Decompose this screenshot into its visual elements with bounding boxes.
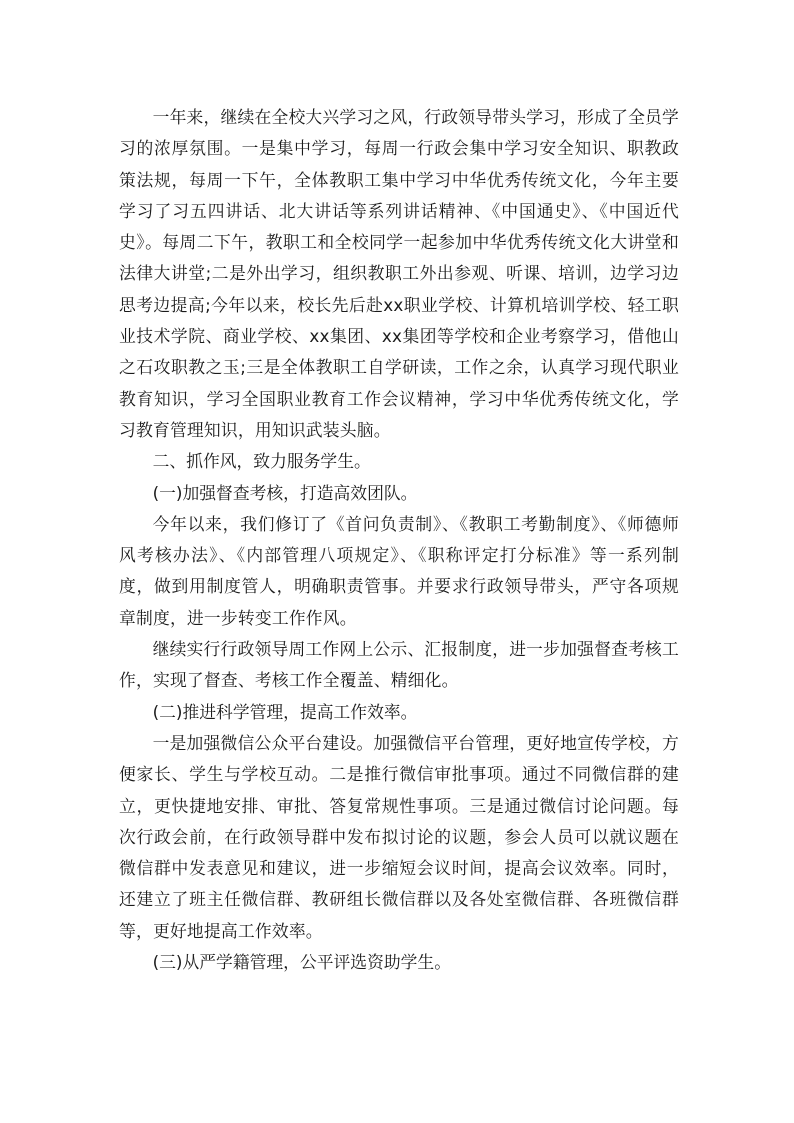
paragraph-learning: 一年来，继续在全校大兴学习之风，行政领导带头学习，形成了全员学习的浓厚氛围。一是集中学习，每周一行政会集中学习安全知识、职教政策法规，每周一下午，全体教职工集中学习中华优秀传统文化，今年主要学习了习五四讲话、北大讲话等系列讲话精神、《中国通史》、《中国近代史》。每周二下午，教职工和全校同学一起参加中华优秀传统文化大讲堂和法律大讲堂;二是外出学习，组织教职工外出参观、听课、培训，边学习边思考边提高;今年以来，校长先后赴xx职业学校、计算机培训学校、轻工职业技术学院、商业学校、xx集团、xx集团等学校和企业考察学习，借他山之石攻职教之玉;三是全体教职工自学研读，工作之余，认真学习现代职业教育知识，学习全国职业教育工作会议精神，学习中华优秀传统文化，学习教育管理知识，用知识武装头脑。 <box>119 107 680 440</box>
document-body <box>119 102 679 978</box>
paragraph-wechat: 一是加强微信公众平台建设。加强微信平台管理，更好地宣传学校，方便家长、学生与学校互动。二是推行微信审批事项。通过不同微信群的建立，更快捷地安排、审批、答复常规性事项。三是通过微信讨论问题。每次行政会前，在行政领导群中发布拟讨论的议题，参会人员可以就议题在微信群中发表意见和建议，进一步缩短会议时间，提高会议效率。同时，还建立了班主任微信群、教研组长微信群以及各处室微信群、各班微信群等，更好地提高工作效率。 <box>119 732 680 941</box>
subsection-heading-management: (二)推进科学管理，提高工作效率。 <box>152 701 418 722</box>
paragraph-regulations: 今年以来，我们修订了《首问负责制》、《教职工考勤制度》、《师德师风考核办法》、《内部管理八项规定》、《职称评定打分标准》等一系列制度，做到用制度管人，明确职责管事。并要求行政领导带头，严守各项规章制度，进一步转变工作作风。 <box>119 513 679 628</box>
section-heading-work-style: 二、抓作风，致力服务学生。 <box>152 451 371 472</box>
subsection-heading-student-records: (三)从严学籍管理，公平评选资助学生。 <box>152 952 451 973</box>
subsection-heading-supervision: (一)加强督查考核，打造高效团队。 <box>152 482 418 503</box>
paragraph-online-publicity: 继续实行行政领导周工作网上公示、汇报制度，进一步加强督查考核工作，实现了督查、考核工作全覆盖、精细化。 <box>119 639 680 691</box>
